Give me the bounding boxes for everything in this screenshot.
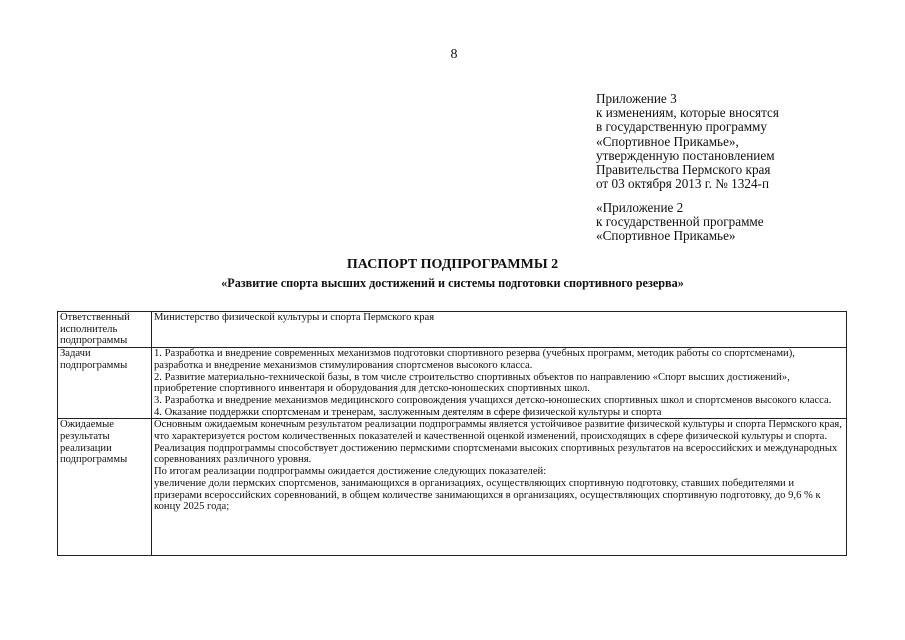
row-label: Ожидаемые результаты реализации подпрограммы: [58, 419, 152, 556]
content-paragraph: Министерство физической культуры и спорта Пермского края: [154, 312, 435, 323]
appendix-3-line: к изменениям, которые вносятся: [596, 105, 779, 121]
passport-title: ПАСПОРТ ПОДПРОГРАММЫ 2: [346, 257, 559, 272]
content-paragraph: 2. Развитие материально-технической базы, в том числе строительство спортивных объектов по направлению «Спорт высших достижений», приобретение спортивного инвентаря и оборудования для детско-юношеских спортивных школ.: [154, 371, 790, 395]
appendix-3-line: в государственную программу: [596, 119, 767, 135]
table-row: [58, 419, 847, 556]
appendix-3-line: от 03 октября 2013 г. № 1324-п: [596, 176, 770, 192]
appendix-2-line: к государственной программе: [596, 214, 764, 230]
page-number: 8: [450, 47, 458, 62]
appendix-3-line: «Спортивное Прикамье»,: [596, 133, 739, 149]
appendix-3-block: [596, 92, 896, 191]
row-label: Задачи подпрограммы: [58, 348, 152, 419]
row-content: [152, 348, 847, 419]
content-paragraph: 4. Оказание поддержки спортсменам и тренерам, заслуженным деятелям в сфере физической культуры и спорта: [154, 406, 662, 418]
table-row: [58, 348, 847, 419]
content-paragraph: 1. Разработка и внедрение современных механизмов подготовки спортивного резерва (учебных программ, методик работы со спортсменами), разработка и внедрение механизмов стимулирования спортсменов высокого класса.: [154, 348, 795, 371]
appendix-3-line: Приложение 3: [596, 91, 677, 106]
row-label: Ответственный исполнитель подпрограммы: [58, 312, 152, 348]
content-paragraph: 3. Разработка и внедрение механизмов медицинского сопровождения учащихся детско-юношеских спортивных школ и спортсменов высокого класса.: [154, 394, 832, 406]
content-paragraph: По итогам реализации подпрограммы ожидается достижение следующих показателей:: [154, 466, 547, 478]
content-paragraph: Основным ожидаемым конечным результатом реализации подпрограммы является устойчивое развитие физической культуры и спорта Пермского края, что характеризуется ростом количественных показателей и качественной оценкой изменений, происходящих в сфере физической культуры и спорта. Реализация подпрограммы способствует достижению пермскими спортсменами высоких спортивных результатов на всероссийских и международных соревнованиях различного уровня.: [154, 419, 842, 466]
appendix-3-line: утвержденную постановлением: [596, 147, 775, 163]
appendix-3-line: Правительства Пермского края: [596, 162, 771, 178]
passport-subtitle: «Развитие спорта высших достижений и системы подготовки спортивного резерва»: [221, 276, 684, 290]
appendix-2-line: «Спортивное Прикамье»: [596, 228, 736, 244]
content-paragraph: увеличение доли пермских спортсменов, занимающихся в организациях, осуществляющих спортивную подготовку, ставших победителями и призерами всероссийских соревнований, в общем количестве занимающихся в организациях, осуществляющих спортивную подготовку, до 9,6 % к концу 2025 года;: [154, 477, 821, 513]
row-content: [152, 419, 847, 556]
passport-table: [57, 311, 847, 556]
appendix-2-block: [596, 201, 896, 244]
appendix-2-line: «Приложение 2: [596, 200, 684, 215]
row-content: [152, 312, 847, 348]
table-row: [58, 312, 847, 348]
